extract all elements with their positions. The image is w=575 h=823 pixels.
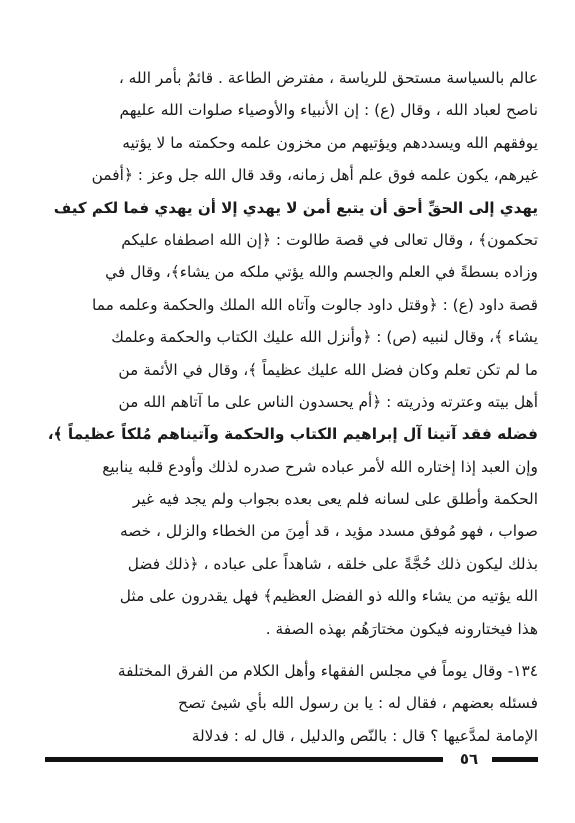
text-line: صواب ، فهو مُوفق مسدد مؤيد ، قد أمِنَ من الخطاء والزلل ، خصه: [120, 522, 538, 541]
paragraph: [46, 655, 538, 752]
footer-rule-long: [45, 757, 443, 762]
text-line: الله يؤتيه من يشاء والله ذو الفضل العظيم﴾ فهل يقدرون على مثل: [119, 587, 538, 606]
page-footer: [45, 749, 538, 769]
paragraph-gap: [46, 645, 538, 655]
page-number: ٥٦: [459, 750, 479, 768]
footer-rule-short: [492, 757, 538, 762]
page-body-text: [46, 62, 538, 752]
text-line: يهدي إلى الحقِّ أحق أن يتبع أمن لا يهدي إلا أن يهدي فما لكم كيف: [53, 198, 538, 217]
text-line: تحكمون﴾ ، وقال تعالى في قصة طالوت : ﴿إن الله اصطفاه عليكم: [121, 230, 538, 249]
text-line: بذلك ليكون ذلك حُجَّةً على خلقه ، شاهداً على عباده ، ﴿ذلك فضل: [127, 554, 538, 573]
text-line: أهل بيته وعترته وذريته : ﴿أم يحسدون الناس على ما آتاهم الله من: [118, 392, 538, 411]
text-line: يشاء ﴾، وقال لنبيه (ص) : ﴿وأنزل الله عليك الكتاب والحكمة وعلمك: [111, 328, 538, 347]
text-line: وزاده بسطةً في العلم والجسم والله يؤتي ملكه من يشاء﴾، وقال في: [105, 263, 538, 282]
text-line: ١٣٤- وقال يوماً في مجلس الفقهاء وأهل الكلام من الفرق المختلفة: [117, 662, 538, 681]
text-line: فضله فقد آتينا آل إبراهيم الكتاب والحكمة وآتيناهم مُلكاً عظيماً ﴾،: [47, 425, 538, 444]
text-line: قصة داود (ع) : ﴿وقتل داود جالوت وآتاه الله الملك والحكمة وعلمه مما: [92, 295, 538, 314]
text-line: غيرهم، يكون علمه فوق علم أهل زمانه، وقد قال الله جل وعز : ﴿أفمن: [91, 166, 538, 185]
text-line: ناصح لعباد الله ، وقال (ع) : إن الأنبياء والأوصياء صلوات الله عليهم: [119, 101, 538, 120]
text-line: الإمامة لمدَّعيها ؟ قال : بالنّص والدليل ، قال له : فدلالة: [191, 726, 538, 745]
text-line: يوفقهم الله ويسددهم ويؤتيهم من مخزون علمه وحكمته ما لا يؤتيه: [122, 133, 538, 152]
text-line: هذا فيختارونه فيكون مختارَهُم بهذه الصفة .: [265, 619, 538, 638]
paragraph: [46, 62, 538, 645]
text-line: عالم بالسياسة مستحق للرياسة ، مفترض الطاعة . قائمٌ بأمر الله ،: [118, 69, 538, 87]
text-line: وإن العبد إذا إختاره الله لأمر عباده شرح صدره لذلك وأودع قلبه ينابيع: [102, 457, 538, 476]
text-line: ما لم تكن تعلم وكان فضل الله عليك عظيماً ﴾، وقال في الأئمة من: [118, 360, 538, 379]
text-line: فسئله بعضهم ، فقال له : يا بن رسول الله بأي شيئ تصح: [178, 694, 538, 713]
text-line: الحكمة وأطلق على لسانه فلم يعى بعده بجواب ولم يجد فيه غير: [132, 490, 538, 509]
